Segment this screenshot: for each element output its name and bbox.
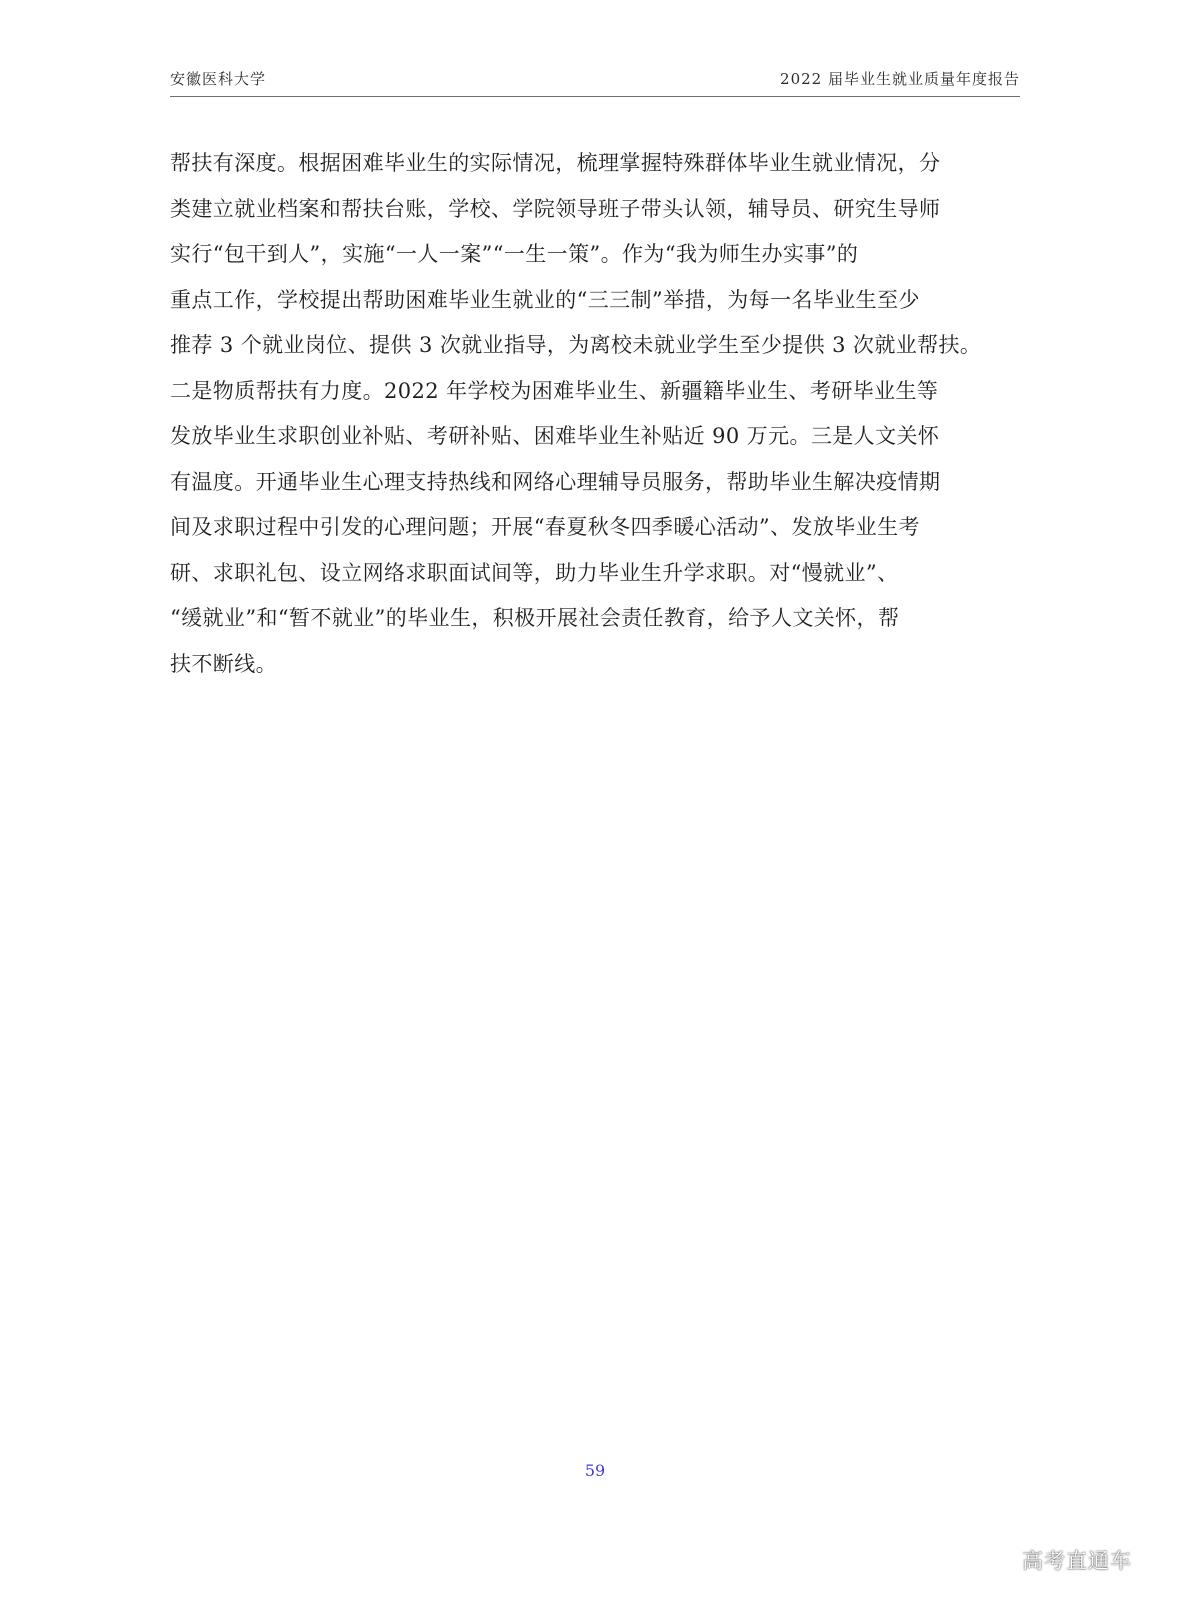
watermark: 高考直通车 (1022, 1549, 1132, 1573)
text-line: 类建立就业档案和帮扶台账，学校、学院领导班子带头认领，辅导员、研究生导师 (170, 196, 941, 221)
text-line: 发放毕业生求职创业补贴、考研补贴、困难毕业生补贴近 90 万元。三是人文关怀 (170, 424, 940, 448)
text-line: 帮扶有深度。根据困难毕业生的实际情况，梳理掌握特殊群体毕业生就业情况，分 (170, 151, 941, 175)
header-institution: 安徽医科大学 (170, 70, 267, 88)
header-report-title: 2022 届毕业生就业质量年度报告 (780, 70, 1020, 88)
text-line: 二是物质帮扶有力度。2022 年学校为困难毕业生、新疆籍毕业生、考研毕业生等 (170, 378, 939, 403)
text-line: 有温度。开通毕业生心理支持热线和网络心理辅导员服务，帮助毕业生解决疫情期 (170, 469, 941, 494)
text-line: “缓就业”和“暂不就业”的毕业生，积极开展社会责任教育，给予人文关怀，帮 (170, 606, 900, 630)
body-paragraph (170, 141, 1030, 687)
text-line: 实行“包干到人”，实施“一人一案”“一生一策”。作为“我为师生办实事”的 (170, 242, 859, 266)
text-line: 间及求职过程中引发的心理问题；开展“春夏秋冬四季暖心活动”、发放毕业生考 (170, 515, 920, 539)
text-line: 研、求职礼包、设立网络求职面试间等，助力毕业生升学求职。对“慢就业”、 (170, 560, 899, 585)
page-header (170, 66, 1020, 97)
text-line: 扶不断线。 (170, 651, 277, 676)
text-line: 推荐 3 个就业岗位、提供 3 次就业指导，为离校未就业学生至少提供 3 次就业帮扶。 (170, 333, 982, 357)
page-number: 59 (584, 1461, 606, 1480)
text-line: 重点工作，学校提出帮助困难毕业生就业的“三三制”举措，为每一名毕业生至少 (170, 287, 920, 312)
